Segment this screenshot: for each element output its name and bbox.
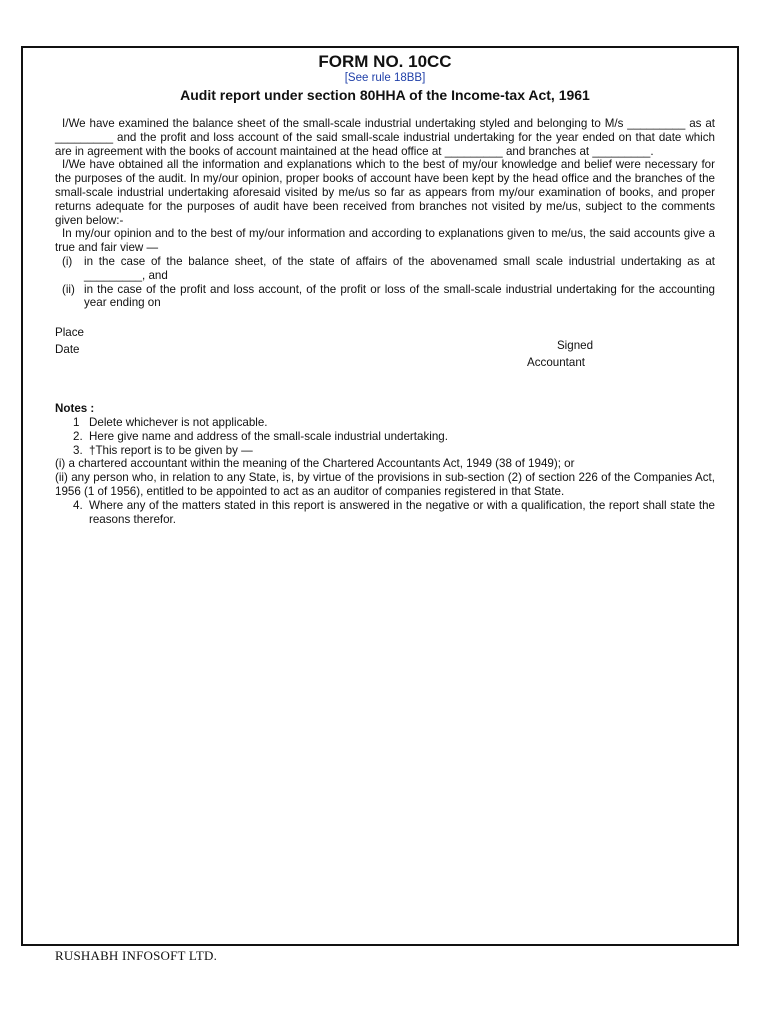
note-item	[73, 499, 715, 527]
opinion-item	[62, 283, 715, 311]
place-label: Place	[55, 326, 85, 340]
note-sub-item: (i) a chartered accountant within the meaning of the Chartered Accountants Act, 1949 (38 of 1949); or	[55, 457, 575, 471]
note-text: †This report is to be given by —	[89, 443, 253, 457]
opinion-item	[62, 255, 715, 283]
note-text: Here give name and address of the small-scale industrial undertaking.	[89, 429, 448, 443]
date-label: Date	[55, 343, 80, 357]
form-subtitle: Audit report under section 80HHA of the Income-tax Act, 1961	[180, 87, 590, 103]
opinion-item-number: (i)	[62, 254, 73, 268]
note-text: Delete whichever is not applicable.	[89, 415, 268, 429]
note-text: Where any of the matters stated in this report is answered in the negative or with a qualification, the report shall state the reasons therefor.	[89, 498, 715, 526]
opinion-item-number: (ii)	[62, 282, 75, 296]
rule-reference: [See rule 18BB]	[344, 72, 426, 84]
note-number: 1	[73, 415, 80, 429]
note-item	[73, 444, 715, 458]
signed-label: Signed	[556, 339, 594, 353]
paragraph-opinion: In my/our opinion and to the best of my/our information and according to explanations given to me/us, the said accounts give a true and fair view —	[55, 227, 715, 255]
note-item	[73, 416, 715, 430]
signature-block	[55, 324, 715, 370]
note-item	[73, 430, 715, 444]
footer-company: RUSHABH INFOSOFT LTD.	[55, 948, 218, 963]
form-title: FORM NO. 10CC	[318, 52, 452, 71]
opinion-item-text: in the case of the profit and loss account, of the profit or loss of the small-scale industrial undertaking for the accounting year ending on	[84, 282, 715, 310]
opinion-item-text: in the case of the balance sheet, of the state of affairs of the abovenamed small scale industrial undertaking as at _________, and	[84, 254, 715, 282]
note-number: 4.	[73, 498, 83, 512]
notes-title: Notes :	[55, 402, 95, 416]
notes-section	[55, 402, 715, 526]
note-number: 2.	[73, 429, 83, 443]
paragraph-information: I/We have obtained all the information and explanations which to the best of my/our knowledge and belief were necessary for the purposes of the audit. In my/our opinion, proper books of account have been kept by the head office and the branches of the small-scale industrial undertaking aforesaid visited by me/us so far as appears from my/our examination of books, and proper returns adequate for the purposes of audit have been received from branches not visited by me/us, subject to the comments given below:-	[55, 158, 715, 227]
report-body	[55, 117, 715, 526]
accountant-label: Accountant	[527, 356, 586, 370]
note-sub-item: (ii) any person who, in relation to any State, is, by virtue of the provisions in sub-section (2) of section 226 of the Companies Act, 1956 (1 of 1956), entitled to be appointed to act as an auditor of companies registered in that State.	[55, 471, 715, 498]
paragraph-examination: I/We have examined the balance sheet of the small-scale industrial undertaking styled and belonging to M/s _________ as at _________ and the profit and loss account of the said small-scale industrial undertaking for the year ended on that date which are in agreement with the books of account maintained at the head office at _________ and branches at _________.	[55, 117, 715, 158]
note-number: 3.	[73, 443, 83, 457]
